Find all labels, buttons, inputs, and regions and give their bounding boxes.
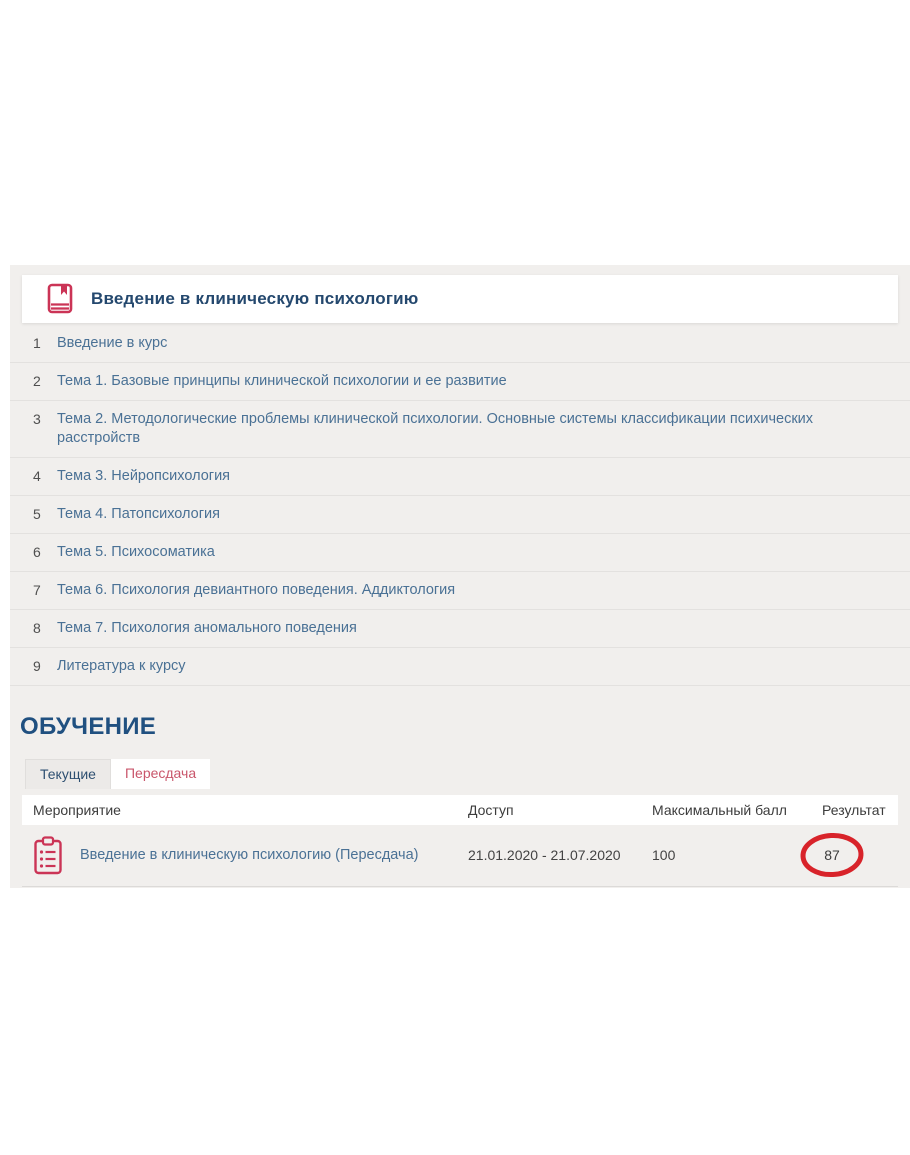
course-topic-row xyxy=(10,325,910,363)
column-header-event: Мероприятие xyxy=(33,802,121,818)
course-topic-list xyxy=(10,325,910,686)
training-tabs xyxy=(25,759,210,789)
topic-number: 4 xyxy=(33,468,41,484)
course-topic-row xyxy=(10,610,910,648)
topic-link[interactable]: Тема 7. Психология аномального поведения xyxy=(57,620,357,636)
topic-number: 3 xyxy=(33,411,41,427)
topic-link[interactable]: Тема 4. Патопсихология xyxy=(57,506,220,522)
topic-number: 2 xyxy=(33,373,41,389)
course-topic-row xyxy=(10,496,910,534)
tab-retake[interactable]: Пересдача xyxy=(111,759,210,789)
topic-link[interactable]: Литература к курсу xyxy=(57,658,186,674)
topic-number: 9 xyxy=(33,658,41,674)
training-table-header xyxy=(22,795,898,825)
course-topic-row xyxy=(10,648,910,686)
event-link[interactable]: Введение в клиническую психологию (Пересдача) xyxy=(80,847,419,863)
column-header-access: Доступ xyxy=(468,802,514,818)
topic-link[interactable]: Тема 2. Методологические проблемы клинической психологии. Основные системы классификации психических расстройств xyxy=(57,411,814,446)
topic-number: 7 xyxy=(33,582,41,598)
training-table-row xyxy=(22,825,898,887)
topic-link[interactable]: Тема 3. Нейропсихология xyxy=(57,468,231,484)
topic-number: 5 xyxy=(33,506,41,522)
clipboard-checklist-icon xyxy=(33,836,63,876)
training-section-heading: ОБУЧЕНИЕ xyxy=(20,713,157,740)
book-icon xyxy=(43,282,77,316)
topic-number: 8 xyxy=(33,620,41,636)
course-header-card xyxy=(22,275,898,323)
column-header-result: Результат xyxy=(822,802,886,818)
course-topic-row xyxy=(10,401,910,458)
course-topic-row xyxy=(10,363,910,401)
result-value: 87 xyxy=(824,847,840,863)
course-panel xyxy=(10,265,910,888)
course-topic-row xyxy=(10,534,910,572)
course-title: Введение в клиническую психологию xyxy=(91,289,419,308)
topic-link[interactable]: Тема 5. Психосоматика xyxy=(57,544,215,560)
topic-number: 6 xyxy=(33,544,41,560)
course-topic-row xyxy=(10,458,910,496)
column-header-max-score: Максимальный балл xyxy=(652,802,787,818)
topic-link[interactable]: Тема 1. Базовые принципы клинической психологии и ее развитие xyxy=(57,373,507,389)
topic-link[interactable]: Тема 6. Психология девиантного поведения. Аддиктология xyxy=(57,582,456,598)
topic-number: 1 xyxy=(33,335,41,351)
topic-link[interactable]: Введение в курс xyxy=(57,335,168,351)
course-topic-row xyxy=(10,572,910,610)
event-access-dates: 21.01.2020 - 21.07.2020 xyxy=(468,847,621,863)
event-result xyxy=(797,830,867,880)
event-max-score: 100 xyxy=(652,847,676,863)
tab-current[interactable]: Текущие xyxy=(25,759,111,789)
